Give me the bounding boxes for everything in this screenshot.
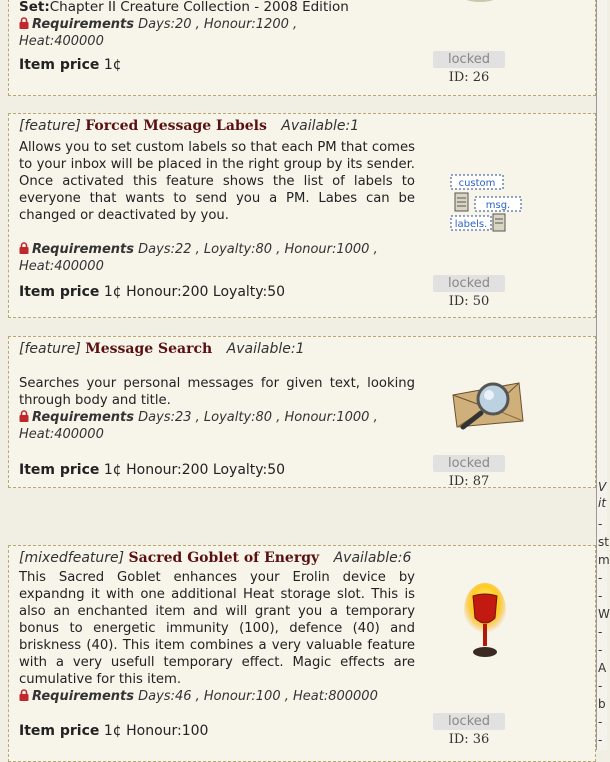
item-title: Forced Message Labels (85, 118, 267, 134)
item-description: This Sacred Goblet enhances your Erolin device by expandng it with one additional Heat storage slot. This is also an enchanted item and will grant you a temporary bonus to energetic immunity (100), defence (40) and briskness (40). This item combines a very valuable feature with a very usefull temporary effect. Magic effects are cumulative for this item. (19, 570, 415, 687)
sidebar-fragment: A (598, 661, 607, 675)
item-id: ID: 36 (448, 732, 490, 747)
sidebar-fragment: - (598, 589, 603, 603)
sidebar-fragment: st (598, 535, 609, 549)
item-status (433, 51, 505, 85)
item-status (433, 455, 505, 489)
item-description: Searches your personal messages for given text, looking through body and title. (19, 376, 415, 408)
requirements-label: Requirements (32, 689, 134, 704)
requirements-text: Days:46 , Honour:100 , Heat:800000 (138, 689, 378, 704)
item-status (433, 713, 505, 747)
item-card-top (8, 0, 596, 96)
message-labels-icon (449, 174, 525, 234)
sidebar-fragment: - (598, 571, 603, 585)
price-label: Item price (19, 462, 100, 478)
price-label: Item price (19, 57, 100, 73)
item-image-partial (457, 0, 503, 5)
item-header (19, 118, 359, 134)
price-line (19, 284, 285, 300)
requirements-text: Days:20 , Honour:1200 , (138, 17, 298, 32)
item-available: Available:1 (226, 341, 305, 357)
locked-badge: locked (433, 455, 505, 472)
requirements-label: Requirements (32, 410, 134, 425)
item-header (19, 341, 305, 357)
sidebar-fragment: - (598, 733, 603, 747)
item-id: ID: 26 (448, 70, 490, 85)
locked-badge: locked (433, 275, 505, 292)
price-label: Item price (19, 723, 100, 739)
item-type: [feature] (19, 341, 81, 357)
requirements (19, 16, 415, 50)
price-value: 1¢ Honour:100 (103, 723, 209, 739)
locked-badge: locked (433, 713, 505, 730)
set-label: Set: (19, 0, 50, 15)
lock-icon (19, 410, 29, 422)
sidebar-fragment: - (598, 715, 603, 729)
goblet-icon (463, 584, 507, 662)
lock-icon (19, 17, 29, 29)
item-status (433, 275, 505, 309)
item-id: ID: 50 (448, 294, 490, 309)
locked-badge: locked (433, 51, 505, 68)
requirements-label: Requirements (32, 17, 134, 32)
icon-word-custom: custom (458, 178, 496, 189)
item-description: Allows you to set custom labels so that each PM that comes to your inbox will be placed in the right group by its sender. Once activated this feature shows the list of labels to everyone that wants to send you a PM. Labes can be changed or deactivated by you. (19, 140, 415, 223)
requirements (19, 241, 415, 275)
sidebar-fragment: - (598, 517, 603, 531)
item-card (8, 336, 596, 488)
icon-word-labels: labels. (454, 219, 488, 230)
item-title: Sacred Goblet of Energy (128, 550, 320, 566)
item-header (19, 550, 411, 566)
sidebar-fragment: W (598, 607, 610, 621)
requirements-label: Requirements (32, 242, 134, 257)
sidebar-fragment: - (598, 625, 603, 639)
magnifier-envelope-icon (449, 377, 527, 431)
price-value: 1¢ (103, 57, 122, 73)
sidebar-fragment: - (598, 643, 603, 657)
sidebar-fragment: - (598, 679, 603, 693)
requirements-text-2: Heat:400000 (19, 34, 104, 49)
icon-word-msg: msg. (485, 200, 511, 211)
sidebar-fragment: V (598, 480, 607, 494)
price-value: 1¢ Honour:200 Loyalty:50 (103, 284, 286, 300)
item-type: [feature] (19, 118, 81, 134)
price-line (19, 723, 208, 739)
sidebar-fragment: b (598, 697, 606, 711)
item-available: Available:1 (281, 118, 360, 134)
item-title: Message Search (85, 341, 213, 357)
item-card (8, 113, 596, 318)
requirements-text: Days:23 , Loyalty:80 , Honour:1000 , Heat:400000 (19, 410, 378, 442)
requirements (19, 409, 415, 443)
price-value: 1¢ Honour:200 Loyalty:50 (103, 462, 286, 478)
sidebar-fragment: m (598, 553, 610, 567)
lock-icon (19, 689, 29, 701)
price-line (19, 57, 122, 73)
requirements (19, 688, 415, 705)
lock-icon (19, 242, 29, 254)
set-line (19, 0, 349, 16)
item-type: [mixedfeature] (19, 550, 125, 566)
item-card (8, 545, 596, 762)
item-id: ID: 87 (448, 474, 490, 489)
price-label: Item price (19, 284, 100, 300)
sidebar-fragment: it (598, 496, 607, 510)
requirements-text: Days:22 , Loyalty:80 , Honour:1000 , Heat:400000 (19, 242, 378, 274)
price-line (19, 462, 285, 478)
set-value: Chapter II Creature Collection - 2008 Edition (49, 0, 349, 15)
item-available: Available:6 (333, 550, 412, 566)
